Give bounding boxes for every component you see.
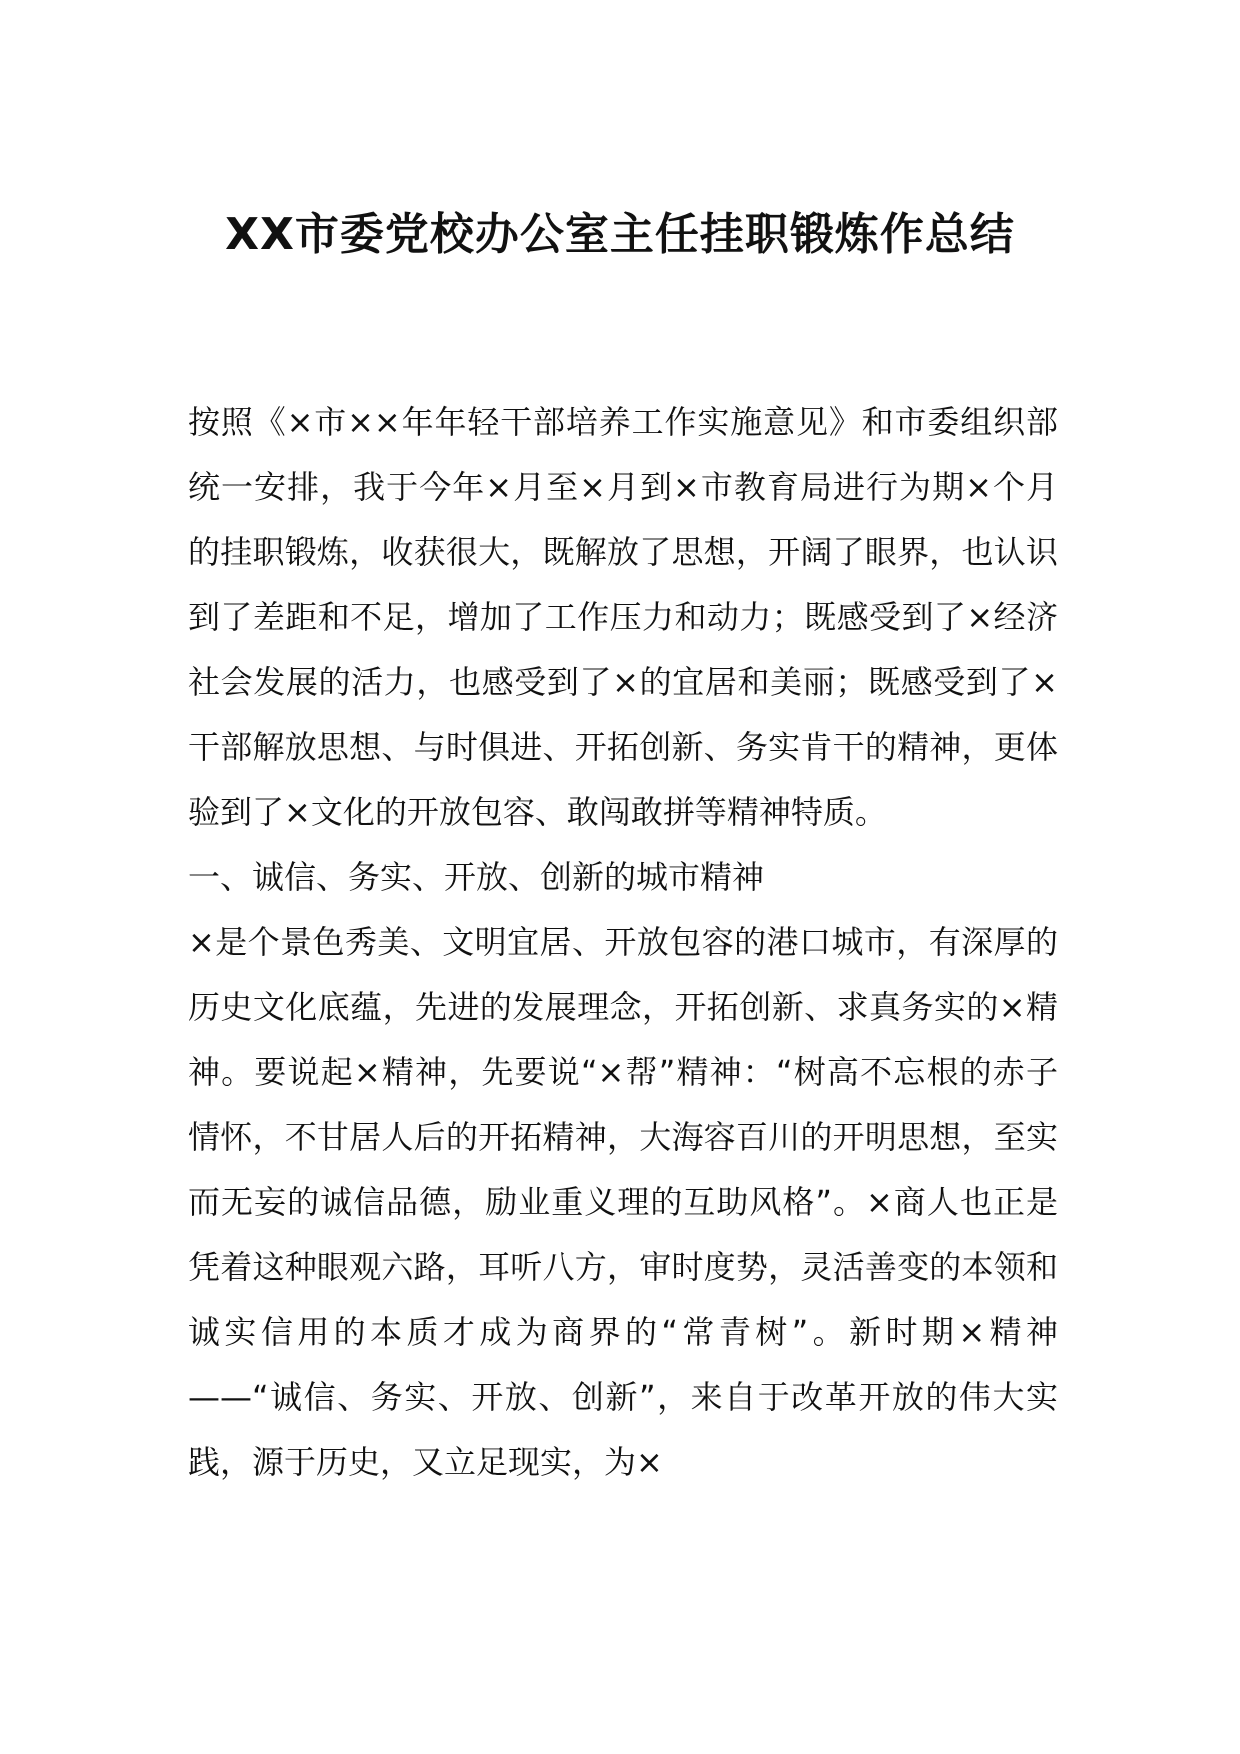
intro-paragraph: 按照《×市××年年轻干部培养工作实施意见》和市委组织部统一安排，我于今年×月至×月到×市教育局进行为期×个月的挂职锻炼，收获很大，既解放了思想，开阔了眼界，也认识到了差距和不足，增加了工作压力和动力；既感受到了×经济社会发展的活力，也感受到了×的宜居和美丽；既感受到了×干部解放思想、与时俱进、开拓创新、务实肯干的精神，更体验到了×文化的开放包容、敢闯敢拼等精神特质。 — [188, 403, 1058, 831]
document-body — [188, 390, 1058, 1495]
section-heading-1: 一、诚信、务实、开放、创新的城市精神 — [188, 858, 765, 896]
section-1-paragraph: ×是个景色秀美、文明宜居、开放包容的港口城市，有深厚的历史文化底蕴，先进的发展理念，开拓创新、求真务实的×精神。要说起×精神，先要说“×帮”精神：“树高不忘根的赤子情怀，不甘居人后的开拓精神，大海容百川的开明思想，至实而无妄的诚信品德，励业重义理的互助风格”。×商人也正是凭着这种眼观六路，耳听八方，审时度势，灵活善变的本领和诚实信用的本质才成为商界的“常青树”。新时期×精神——“诚信、务实、开放、创新”，来自于改革开放的伟大实践，源于历史，又立足现实，为× — [188, 923, 1058, 1481]
document-title: XX市委党校办公室主任挂职锻炼作总结 — [225, 209, 1015, 260]
